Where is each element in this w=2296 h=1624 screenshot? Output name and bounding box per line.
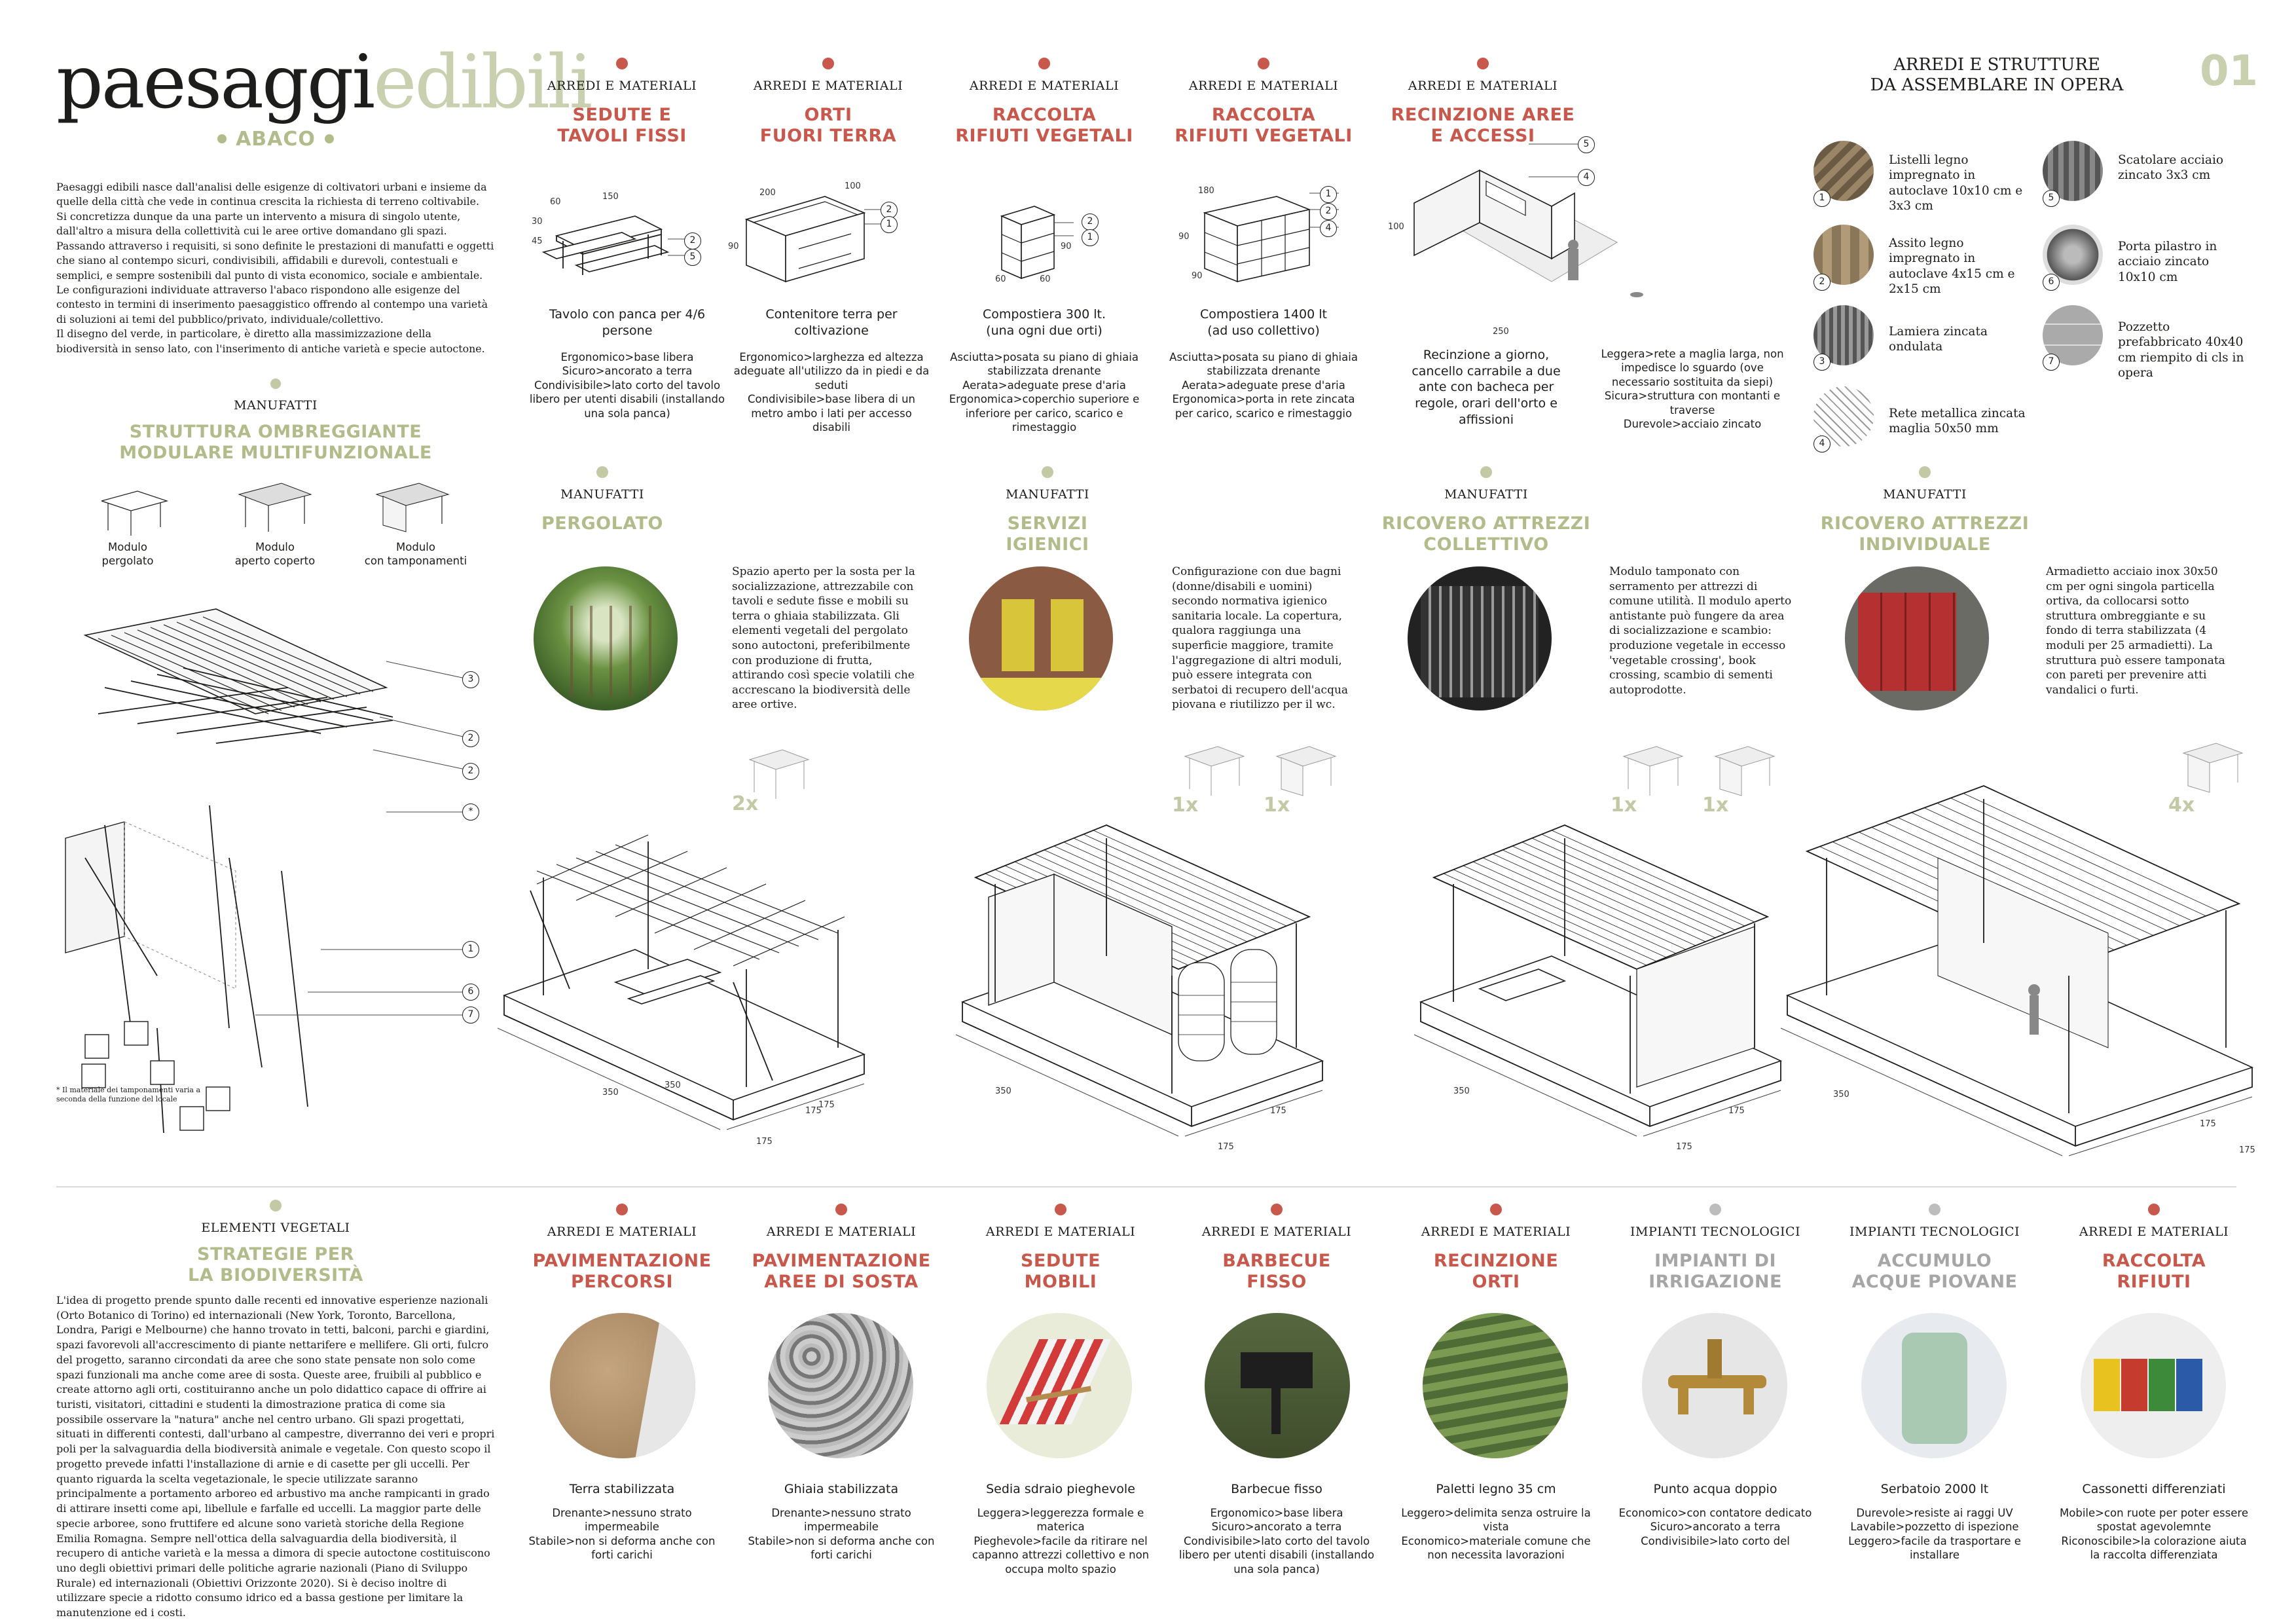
col-category: ARREDI E MATERIALI [985,1225,1136,1239]
col-title: IMPIANTI DI IRRIGAZIONE [1649,1251,1782,1293]
struttura-header [56,378,495,464]
col-category: MANUFATTI [560,487,644,502]
col-title: RICOVERO ATTREZZI COLLETTIVO [1381,513,1591,555]
multiplier: 1x [1611,794,1637,817]
col-barbecue [1178,1204,1375,1293]
spec-text: Leggera>rete a maglia larga, non impedisce lo sguardo (ove necessario sostituita da siepi) Sicura>struttura con montanti e traverse Durevole>acciaio zincato [1601,348,1784,431]
caption: Compostiera 300 lt. (una ogni due orti) [983,307,1106,338]
sample-num: 4 [1813,435,1831,452]
module-covered-icon [236,478,314,534]
title-light: edibili [373,40,591,125]
toilets-photo [969,566,1113,710]
col-title: RACCOLTA RIFIUTI [2102,1251,2206,1293]
col-title: RECINZIONE ORTI [1433,1251,1559,1293]
col-irrigazione [1617,1204,1813,1293]
svg-text:350: 350 [995,1086,1011,1096]
callout-2: 2 [1082,213,1099,231]
col-category: MANUFATTI [1006,487,1089,502]
material-label: Listelli legno impregnato in autoclave 10x10 cm e 3x3 cm [1889,153,2023,213]
caption: Tavolo con panca per 4/6 persone [549,307,706,338]
ricovero-ind-axo-drawing [1781,733,2255,1155]
caption: Punto acqua doppio [1653,1482,1777,1496]
materials-title [1846,55,2147,96]
raised-bed-drawing [728,181,930,288]
svg-text:350: 350 [1833,1090,1850,1099]
compost-1400-drawing [1178,187,1349,291]
col-percorsi [524,1204,720,1293]
struttura-cat: MANUFATTI [234,398,318,413]
subtitle [56,128,495,151]
intro-text: Paesaggi edibili nasce dall'analisi delle esigenze di coltivatori urbani e insieme da quelle della città che vede in continua crescita la richiesta di terreno coltivabile. Si concretizza dunque da una parte un intervento a misura di singolo utente, dall'altro a misura della collettività cui le aree ortive domandano gli spazi. Passando attraverso i requisiti, si sono definite le prestazioni di manufatti e oggetti che siano al contempo sicuri, condivisibili, affidabili e durevoli, contestuali e semplici, e sempre sostenibili dal punto di vista economico, sociale e ambientale. Le configurazioni individuate attraverso l'abaco rispondono alle esigenze del contesto in termini di inserimento paesaggistico offrendo al contempo una varietà di soluzioni ai temi del pubblico/privato, individuale/collettivo. Il disegno del verde, in particolare, è diretto alla massimizzazione della biodiversità in senso lato, con l'inserimento di antiche varietà e specie autoctone. [56,181,494,355]
svg-text:175: 175 [1728,1106,1745,1116]
col-title: PERGOLATO [541,513,663,534]
spec-text: Economico>con contatore dedicato Sicuro>ancorato a terra Condivisibile>lato corto del [1618,1507,1812,1547]
vegetali-title: STRATEGIE PER LA BIODIVERSITÀ [188,1244,363,1286]
callout-2: 2 [881,202,898,219]
svg-text:100: 100 [845,181,861,191]
sample-num: 5 [2043,190,2060,207]
vegetali-text: L'idea di progetto prende spunto dalle recenti ed innovative esperienze nazionali (Orto Botanico di Torino) ed internazionali (New York, Toronto, Barcellona, Londra, Parigi e Melbourne) che hanno trovato in tetti, balconi, parchi e giardini, spazi favorevoli all'accrescimento di piante nettarifere e mellifere. Gli orti, fulcro del progetto, saranno circondati da aree che sono state pensate non solo come spazi funzionali ma anche come aree di sosta. Queste aree, fruibili al pubblico e create attorno agli orti, costituiranno anche un polo didattico capace di offrire ai turisti, visitatori, cittadini e studenti la dimostrazione pratica di come sia possibile osservare la "natura" anche nel centro urbano. Gli spazi progettati, situati in differenti contesti, dall'urbano al campestre, diverranno dei veri e propri poli per la salvaguardia della biodiversità animale e vegetale. Con questo scopo il progetto prevede infatti l'installazione di arnie e di casette per gli uccelli. Per quanto riguarda la scelta vegetazionale, le specie utilizzate saranno principalmente a portamento arboreo ed arbustivo ma anche rampicanti in grado di attirare insetti come api, libellule e farfalle ed uccelli. La maggior parte delle specie arboree, sono fruttifere ed alcune sono varietà storiche della Regione Emilia Romagna. Sempre nell'ottica della salvaguardia della biodiversità, il recupero di antiche varietà e la messa a dimora di specie autoctone costituiscono uno degli obiettivi primari delle politiche agrarie nazionali (Piano di Sviluppo Rurale) ed internazionali (Obiettivi Orizzonte 2020). Si è deciso inoltre di utilizzare specie a ridotto consumo idrico ed a bassa gestione per limitare la manutenzione ed i costi. [56,1294,495,1619]
col-compost-300 [946,58,1142,147]
svg-text:175: 175 [2200,1119,2216,1129]
svg-text:175: 175 [805,1106,822,1116]
caption: Compostiera 1400 lt (ad uso collettivo) [1199,307,1328,338]
callout-2: 2 [462,763,479,780]
col-category: ARREDI E MATERIALI [1201,1225,1352,1239]
water-tank-photo [1861,1313,2007,1458]
col-category: ARREDI E MATERIALI [969,79,1120,93]
svg-text:200: 200 [759,188,776,198]
spec-text: Drenante>nessuno strato impermeabile Stabile>non si deforma anche con forti carichi [748,1507,935,1562]
callout-4: 4 [1320,220,1337,237]
callout-1: 1 [462,941,479,958]
module-label: Modulo aperto coperto [234,541,316,568]
svg-text:175: 175 [1218,1142,1234,1152]
callout-2: 2 [462,730,479,747]
spec-text: Ergonomico>larghezza ed altezza adeguate all'utilizzo da in piedi e da seduti Condivisibile>base libera di un metro ambo i lati per accesso disabili [733,351,930,434]
col-category: ARREDI E MATERIALI [766,1225,917,1239]
col-ricovero-coll [1381,466,1591,556]
callout-6: 6 [462,984,479,1001]
callout-2: 2 [684,232,701,249]
multiplier: 1x [1702,794,1729,817]
caption: Cassonetti differenziati [2082,1482,2226,1496]
title-dark: paesaggi [56,40,374,125]
tools-photo [1408,566,1552,710]
col-category: ARREDI E MATERIALI [1421,1225,1571,1239]
caption: Paletti legno 35 cm [1436,1482,1556,1496]
svg-text:90: 90 [1061,242,1072,251]
col-orti [730,58,926,147]
callout-7: 7 [462,1006,479,1024]
col-category: IMPIANTI TECNOLOGICI [1630,1225,1800,1239]
spec-text: Durevole>resiste ai raggi UV Lavabile>pozzetto di ispezione Leggero>facile da trasportare e installare [1848,1507,2021,1562]
deckchair-photo [987,1313,1132,1458]
subtitle-text: ABACO [236,128,316,151]
col-title: RACCOLTA RIFIUTI VEGETALI [1175,105,1353,147]
callout-4: 4 [1578,169,1595,186]
col-category: ARREDI E MATERIALI [547,1225,697,1239]
servizi-text: Configurazione con due bagni (donne/disabili e uomini) secondo normativa igienico sanitaria locale. La copertura, qualora raggiunga una superficie maggiore, tramite l'aggregazione di altri moduli, può essere integrata con serbatoi di recupero dell'acqua piovana e riutilizzo per il wc. [1172,565,1349,712]
col-sosta [743,1204,939,1293]
svg-text:30: 30 [532,217,543,227]
spec-text: Asciutta>posata su piano di ghiaia stabilizzata drenante Aerata>adeguate prese d'aria Ergonomica>porta in rete zincata per carico, scarico e rimestaggio [1169,351,1358,420]
col-ricovero-ind [1820,466,2030,556]
spec-text: Ergonomico>base libera Sicuro>ancorato a terra Condivisibile>lato corto del tavolo libero per utenti disabili (installando una sola panca) [529,351,725,420]
barbecue-photo [1205,1313,1350,1458]
svg-text:350: 350 [1453,1086,1470,1096]
spec-text: Leggero>delimita senza ostruire la vista Economico>materiale comune che non necessita lavorazioni [1401,1507,1591,1562]
module-label: Modulo pergolato [101,541,154,568]
col-category: ARREDI E MATERIALI [1408,79,1558,93]
col-recinzione-orti [1398,1204,1594,1293]
module-pergola-icon [98,485,170,537]
water-tap-photo [1642,1313,1787,1458]
svg-text:90: 90 [1192,271,1203,281]
struttura-title: STRUTTURA OMBREGGIANTE MODULARE MULTIFUNZIONALE [119,422,432,464]
materials-title-2: DA ASSEMBLARE IN OPERA [1870,75,2124,96]
sample-num: 3 [1813,354,1831,371]
pergola-photo [534,566,678,710]
vegetali-header [56,1200,495,1287]
col-title: SERVIZI IGIENICI [1006,513,1089,555]
material-label: Rete metallica zincata maglia 50x50 mm [1889,407,2026,436]
svg-text:175: 175 [756,1137,773,1147]
col-category: MANUFATTI [1444,487,1528,502]
svg-text:350: 350 [602,1088,619,1098]
svg-text:60: 60 [1040,274,1051,284]
spec-text: Leggera>leggerezza formale e materica Pieghevole>facile da ritirare nel capanno attrezzi collettivo e non occupa molto spazio [972,1507,1150,1576]
col-category: MANUFATTI [1883,487,1967,502]
svg-text:175: 175 [1270,1106,1286,1116]
col-title: ACCUMULO ACQUE PIOVANE [1851,1251,2018,1293]
col-accumulo [1836,1204,2033,1293]
fence-drawing [1388,131,1650,341]
module-walled-icon [373,478,452,534]
col-sedute-mobili [962,1204,1159,1293]
sample-num: 6 [2043,274,2060,291]
sample-num: 2 [1813,274,1831,291]
multiplier: 4x [2168,794,2195,817]
col-title: SEDUTE MOBILI [1020,1251,1101,1293]
stabilized-earth-photo [550,1313,695,1458]
logo-title [56,40,591,125]
spec-text: Mobile>con ruote per poter essere spostat agevolemnte Riconoscibile>la colorazione aiuta la raccolta differenziata [2060,1507,2248,1562]
caption: Barbecue fisso [1231,1482,1322,1496]
svg-text:175: 175 [1676,1142,1692,1152]
col-title: PAVIMENTAZIONE PERCORSI [532,1251,712,1293]
page-number: 01 [2200,47,2259,96]
compost-300-drawing [982,196,1126,288]
col-category: ARREDI E MATERIALI [2079,1225,2229,1239]
col-rifiuti [2056,1204,2252,1293]
callout-2: 2 [1320,203,1337,220]
dim-long-label: 350 [665,1080,681,1090]
caption: Sedia sdraio pieghevole [986,1482,1135,1496]
multiplier: 1x [1172,794,1199,817]
col-title: BARBECUE FISSO [1222,1251,1331,1293]
col-pergolato [498,466,707,534]
pergolato-text: Spazio aperto per la sosta per la socializzazione, attrezzabile con tavoli e sedute fisse e mobili su terra o ghiaia stabilizzata. Gli elementi vegetali del pergolato sono autoctoni, preferibilmente con produzione di frutta, attirando così specie volatili che accrescano la biodiversità delle aree ortive. [732,565,915,712]
sample-num: 7 [2043,354,2060,371]
callout-5: 5 [1578,136,1595,153]
footnote: * Il materiale dei tamponamenti varia a seconda della funzione del locale [56,1086,201,1104]
svg-text:90: 90 [728,242,739,251]
svg-text:175: 175 [2239,1145,2255,1155]
material-label: Pozzetto prefabbricato 40x40 cm riempito di cls in opera [2118,320,2244,380]
spec-text: Ergonomico>base libera Sicuro>ancorato a terra Condivisibile>lato corto del tavolo libero per utenti disabili (installando una sola panca) [1178,1507,1375,1576]
ricovero-coll-axo-drawing [1414,786,1820,1153]
vegetali-cat: ELEMENTI VEGETALI [201,1221,350,1235]
servizi-axo-drawing [956,786,1362,1153]
callout-1: 1 [1082,229,1099,246]
gravel-photo [768,1313,913,1458]
svg-text:60: 60 [550,197,561,207]
col-title: RACCOLTA RIFIUTI VEGETALI [955,105,1133,147]
col-title: SEDUTE E TAVOLI FISSI [557,105,687,147]
sample-num: 1 [1813,190,1831,207]
multiplier: 2x [732,792,759,815]
material-label: Assito legno impregnato in autoclave 4x15 cm e 2x15 cm [1889,236,2015,296]
spec-text: Asciutta>posata su piano di ghiaia stabilizzata drenante Aerata>adeguate prese d'aria Ergonomica>coperchio superiore e inferiore per carico, scarico e rimestaggio [949,351,1140,434]
caption: Ghiaia stabilizzata [784,1482,899,1496]
svg-text:250: 250 [1493,327,1509,337]
caption: Serbatoio 2000 lt [1880,1482,1989,1496]
caption: Contenitore terra per coltivazione [765,307,898,338]
col-title: RICOVERO ATTREZZI INDIVIDUALE [1820,513,2030,555]
garden-fence-photo [1423,1313,1568,1458]
caption: Recinzione a giorno, cancello carrabile a due ante con bacheca per regole, orari dell'orto e affissioni [1412,348,1561,427]
material-label: Scatolare acciaio zincato 3x3 cm [2118,153,2224,183]
col-compost-1400 [1165,58,1362,147]
col-sedute [524,58,720,147]
exploded-structure-drawing [59,609,478,1159]
material-label: Lamiera zincata ondulata [1889,325,1988,354]
callout-5: 5 [684,249,701,266]
svg-text:100: 100 [1388,222,1404,232]
col-title: RECINZIONE AREE E ACCESSI [1391,105,1575,147]
col-title: PAVIMENTAZIONE AREE DI SOSTA [752,1251,931,1293]
material-label: Porta pilastro in acciaio zincato 10x10 cm [2118,240,2217,284]
col-category: ARREDI E MATERIALI [1188,79,1339,93]
multiplier: 1x [1264,794,1290,817]
lockers-photo [1845,566,1989,710]
callout-1: 1 [881,216,898,233]
svg-text:90: 90 [1178,232,1190,242]
svg-text:60: 60 [995,274,1006,284]
svg-text:180: 180 [1198,186,1214,196]
col-category: ARREDI E MATERIALI [753,79,903,93]
module-label: Modulo con tamponamenti [364,541,467,568]
spec-text: Drenante>nessuno strato impermeabile Stabile>non si deforma anche con forti carichi [528,1507,716,1562]
dim-short-label: 175 [818,1100,835,1110]
svg-text:45: 45 [532,236,543,246]
col-category: IMPIANTI TECNOLOGICI [1849,1225,2020,1239]
callout-star: * [462,803,479,821]
callout-3: 3 [462,671,479,688]
bins-photo [2081,1313,2226,1458]
col-category: ARREDI E MATERIALI [547,79,697,93]
callout-1: 1 [1320,186,1337,203]
col-title: ORTI FUORI TERRA [759,105,897,147]
ricovero-ind-text: Armadietto acciaio inox 30x50 cm per ogni singola particella ortiva, da collocarsi sotto struttura ombreggiante e su fondo di terra stabilizzata (4 moduli per 25 armadietti). La struttura può essere tamponata con pareti per prevenire atti vandalici o furti. [2046,565,2225,697]
ricovero-coll-text: Modulo tamponato con serramento per attrezzi di comune utilità. Il modulo aperto antistante può fungere da area di socializzazione e scambio: produzione vegetale in eccesso 'vegetable crossing', book crossing, scambio di sementi autoprodotte. [1609,565,1792,697]
pergolato-axo-drawing [498,773,897,1147]
svg-text:150: 150 [602,192,619,202]
col-servizi [943,466,1152,556]
caption: Terra stabilizzata [569,1482,675,1496]
materials-title-1: ARREDI E STRUTTURE [1893,55,2100,75]
